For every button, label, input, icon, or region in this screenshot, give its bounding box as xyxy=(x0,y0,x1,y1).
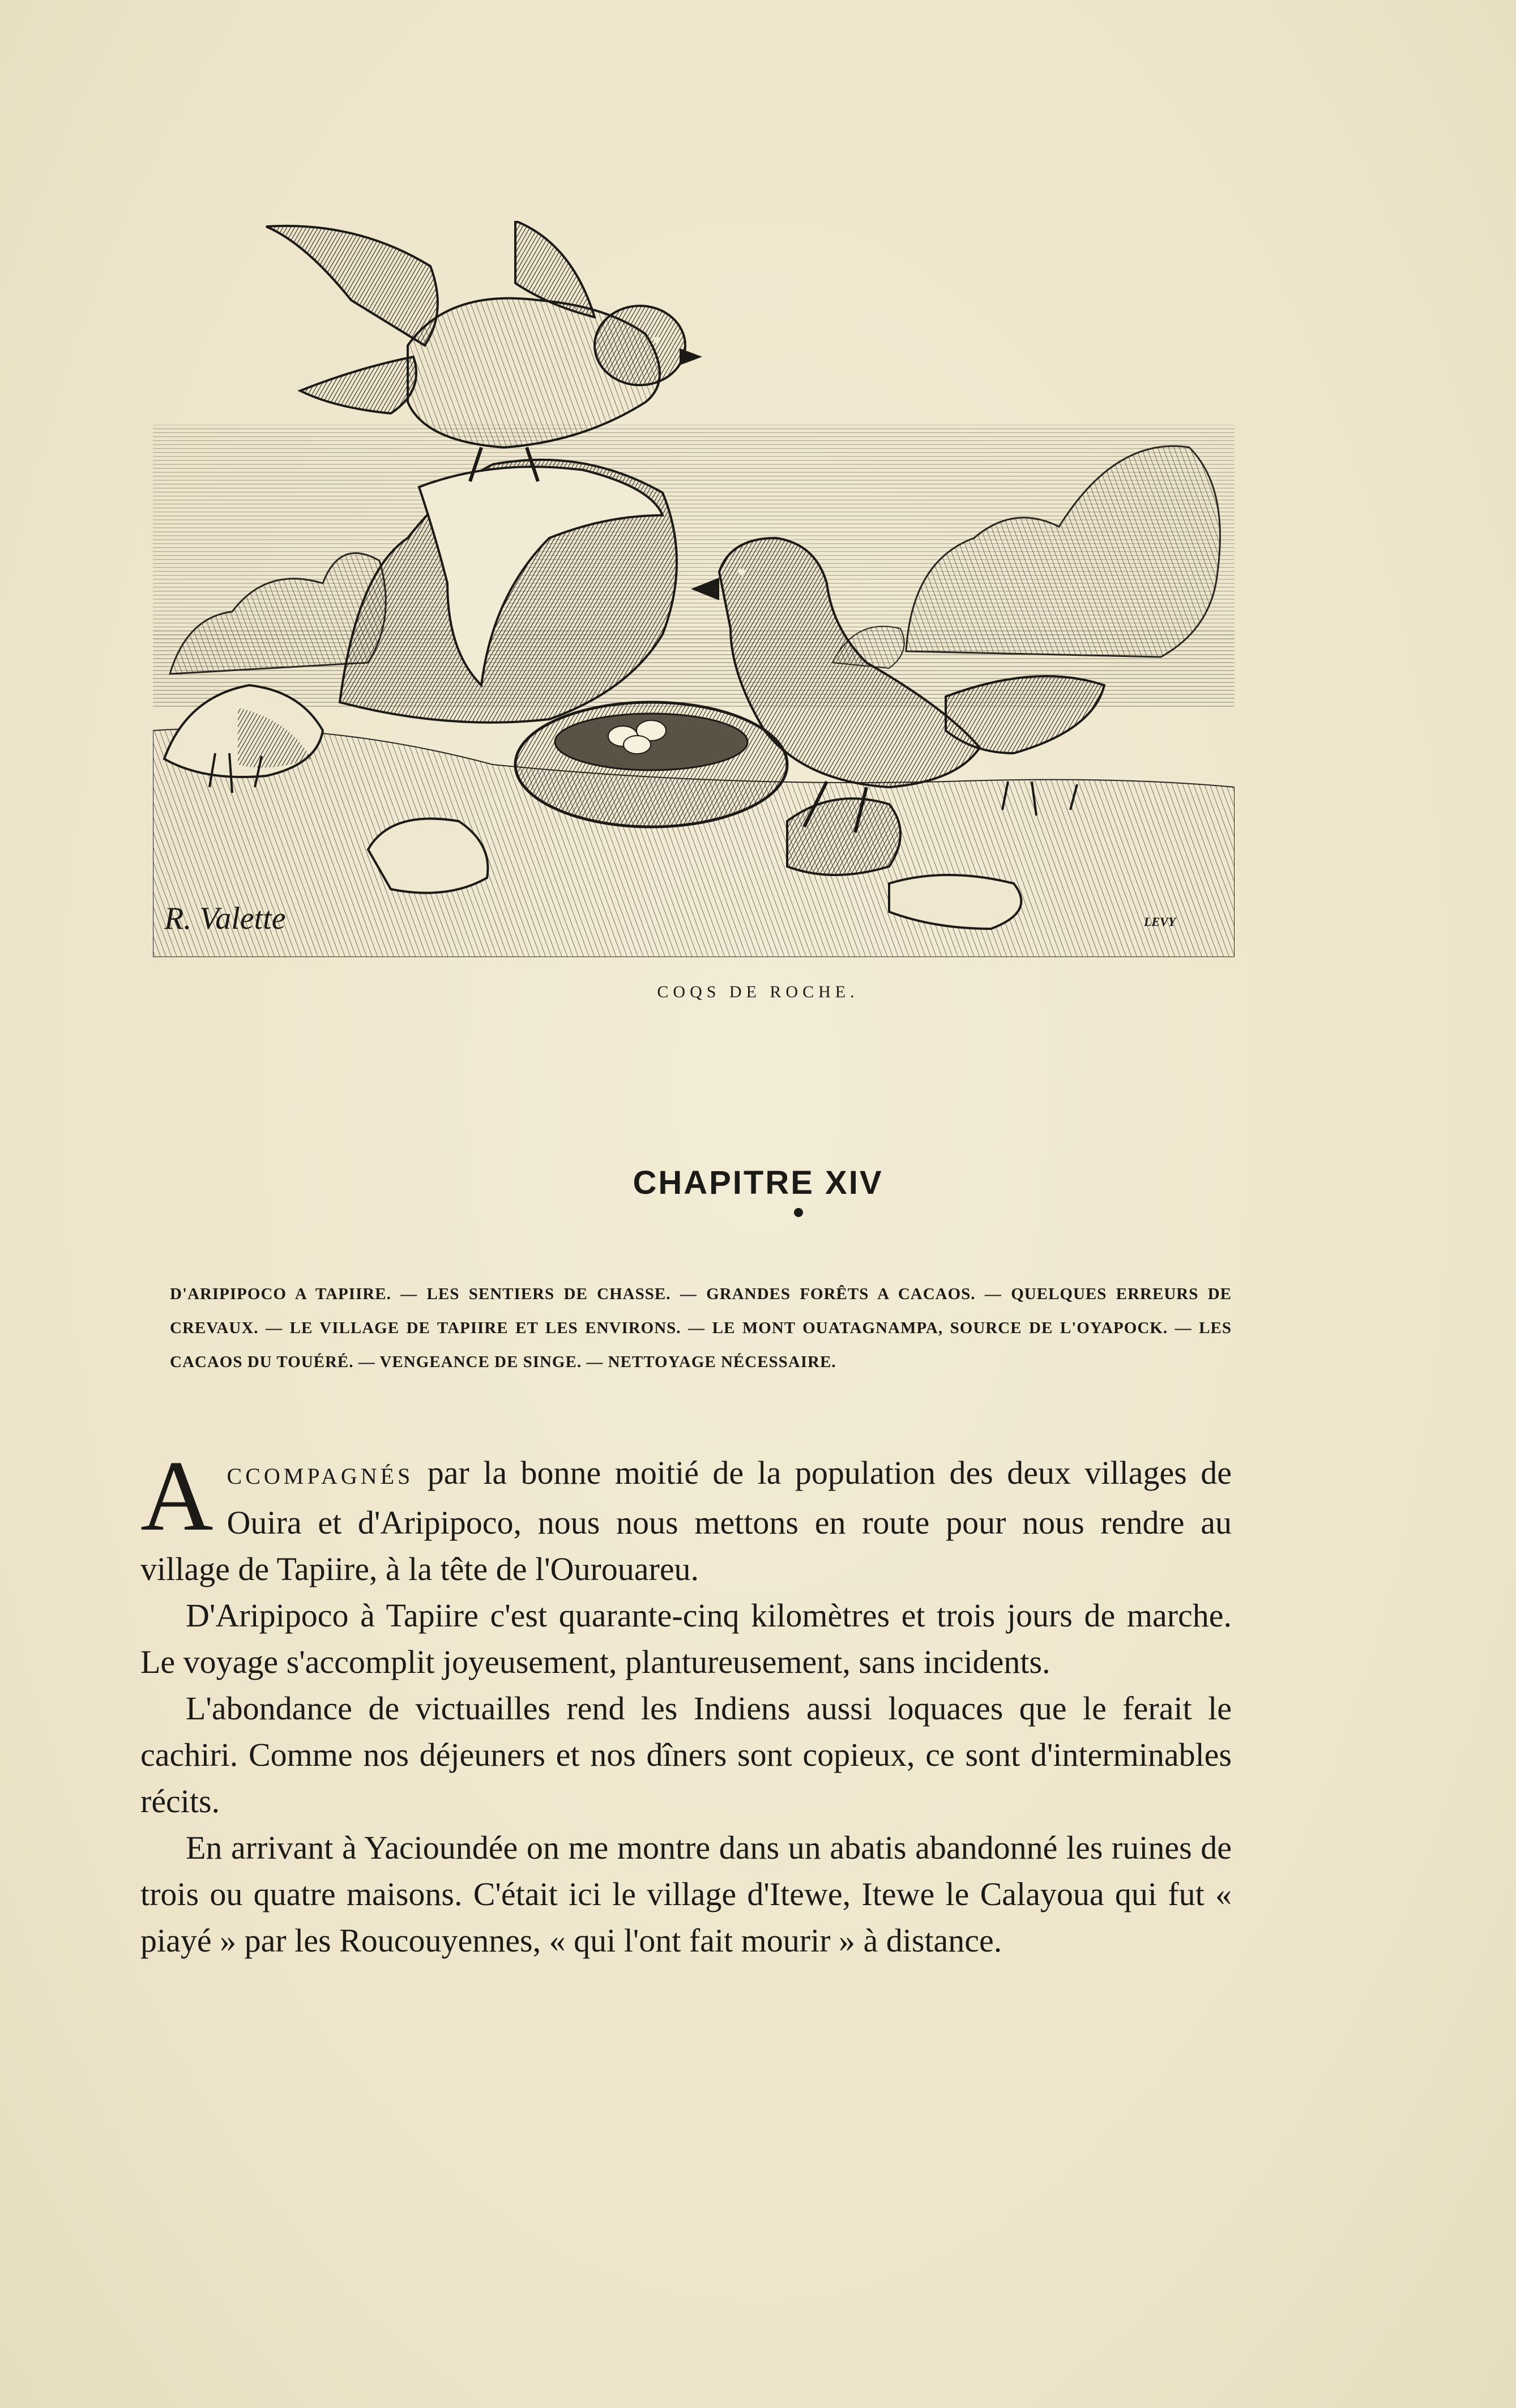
paragraph-3: L'abondance de victuailles rend les Indiens aussi loquaces que le ferait le cachiri. Comme nos déjeuners et nos dîners sont copieux, ce sont d'interminables récits. xyxy=(140,1690,1232,1820)
drop-cap: A xyxy=(140,1440,213,1552)
engraver-signature: LEVY xyxy=(1144,915,1176,929)
paragraph-4: En arrivant à Yacioundée on me montre dans un abatis abandonné les ruines de trois ou quatre maisons. C'était ici le village d'Itewe, Itewe le Calayoua qui fut « piayé » par les Roucouyennes, « qui l'ont fait mourir » à distance. xyxy=(140,1829,1232,1959)
smallcaps-lead: CCOMPAGNÉS xyxy=(227,1463,414,1489)
paragraph-1 xyxy=(140,1440,1232,1592)
chapter-title: CHAPITRE XIV xyxy=(633,1164,883,1201)
egg xyxy=(624,736,651,754)
paragraph-1-text: par la bonne moitié de la population des deux villages de Ouira et d'Aripipoco, nous nous mettons en route pour nous rendre au village de Tapiire, à la tête de l'Ourouareu. xyxy=(140,1454,1232,1587)
ornament-dot xyxy=(794,1208,803,1217)
paragraph-2: D'Aripipoco à Tapiire c'est quarante-cinq kilomètres et trois jours de marche. Le voyage s'accomplit joyeusement, plantureusement, sans incidents. xyxy=(140,1597,1232,1680)
engraving-illustration xyxy=(153,221,1235,957)
artist-signature: R. Valette xyxy=(164,901,286,936)
figure-caption: COQS DE ROCHE. xyxy=(657,983,859,1001)
rock-front xyxy=(368,819,488,893)
chapter-summary: D'ARIPIPOCO A TAPIIRE. — LES SENTIERS DE CHASSE. — GRANDES FORÊTS A CACAOS. — QUELQUES ERREURS DE CREVAUX. — LE VILLAGE DE TAPIIRE ET LES ENVIRONS. — LE MONT OUATAGNAMPA, SOURCE DE L'OYAPOCK. — LES CACAOS DU TOUÉRÉ. — VENGEANCE DE SINGE. — NETTOYAGE NÉCESSAIRE. xyxy=(170,1285,1232,1371)
body-text xyxy=(140,1440,1232,1964)
